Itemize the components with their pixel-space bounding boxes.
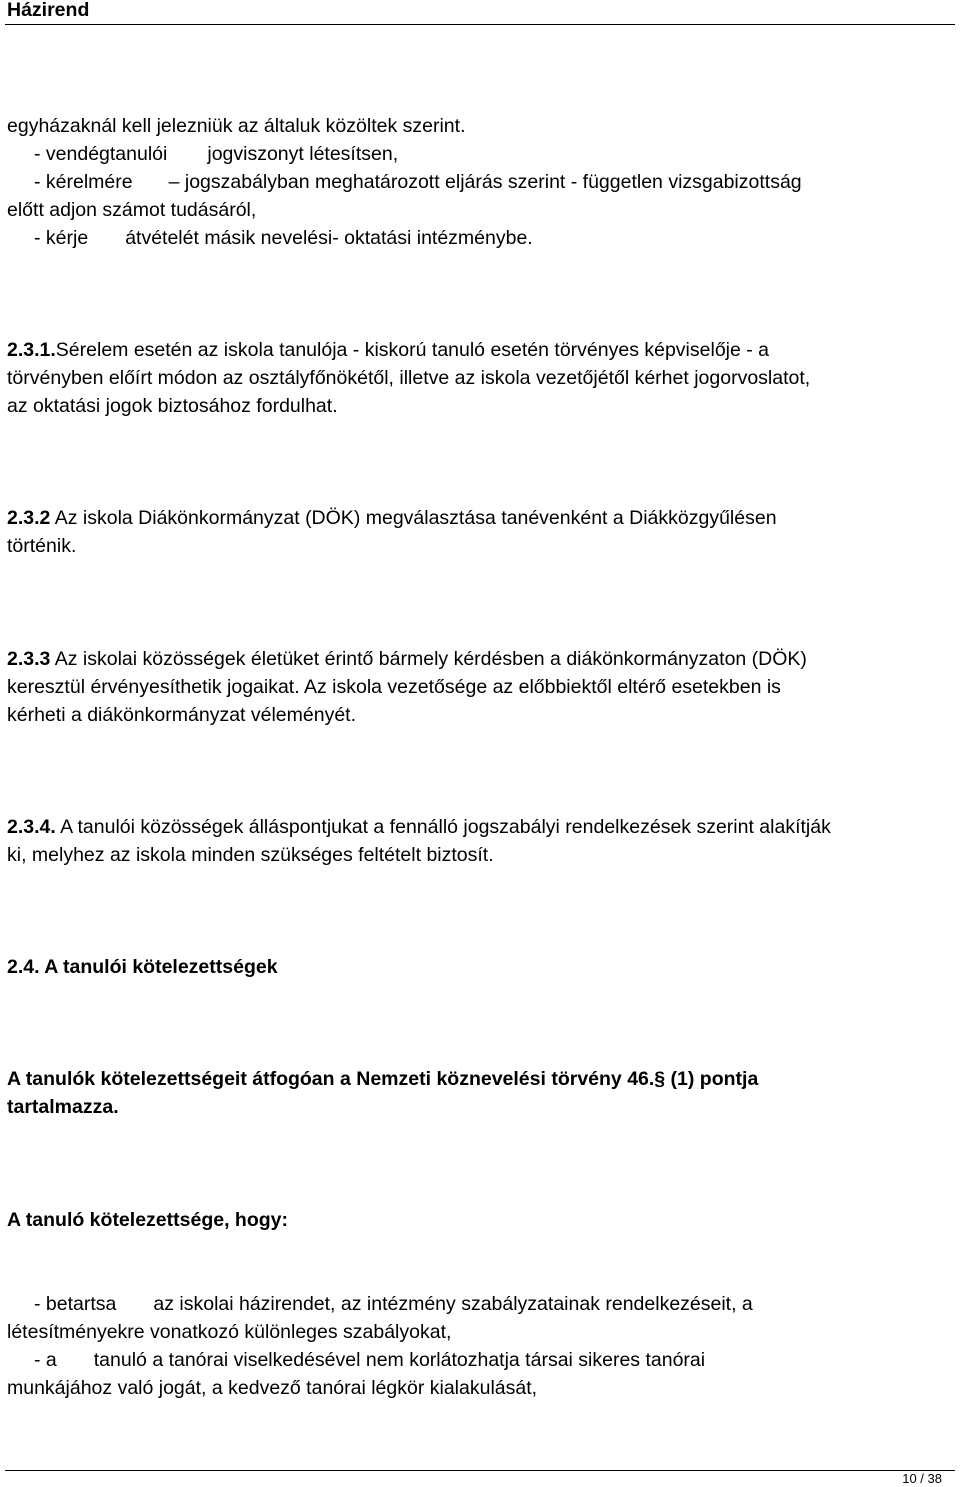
intro-text: A tanulók kötelezettségeit átfogóan a Nemzeti köznevelési törvény 46.§ (1) pontja (7, 1068, 759, 1090)
section-2-3-2 (7, 504, 952, 560)
section-heading-2-4: 2.4. A tanulói kötelezettségek (7, 956, 278, 978)
section-text: törvényben előírt módon az osztályfőnökétől, illetve az iskola vezetőjétől kérhet jogorvoslatot, (7, 367, 811, 389)
section-text: kérheti a diákönkormányzat véleményét. (7, 704, 357, 726)
section-text: történik. (7, 535, 77, 557)
duties-heading: A tanuló kötelezettsége, hogy: (7, 1209, 288, 1231)
list-item-lead: - vendégtanulói (34, 143, 168, 165)
section-text: Az iskola Diákönkormányzat (DÖK) megválasztása tanévenként a Diákközgyűlésen (50, 507, 777, 529)
section-number: 2.3.1. (7, 339, 56, 361)
list-item-text: jogviszonyt létesítsen, (207, 143, 399, 165)
list-item-text: átvételét másik nevelési- oktatási intézménybe. (125, 227, 533, 249)
list-item-house-rules (7, 1290, 952, 1318)
section-number: 2.3.3 (7, 648, 51, 670)
list-item-classroom-behaviour (7, 1346, 952, 1374)
section-text: ki, melyhez az iskola minden szükséges feltételt biztosít. (7, 844, 494, 866)
list-item-text: az iskolai házirendet, az intézmény szabályzatainak rendelkezéseit, a (153, 1293, 753, 1315)
footer-divider (5, 1470, 955, 1471)
section-text: Az iskolai közösségek életüket érintő bármely kérdésben a diákönkormányzaton (DÖK) (50, 648, 807, 670)
section-text: keresztül érvényesíthetik jogaikat. Az iskola vezetősége az előbbiektől eltérő esetekben is (7, 676, 781, 698)
list-item-request (7, 168, 952, 196)
section-2-3-4 (7, 813, 952, 869)
text-line: előtt adjon számot tudásáról, (7, 199, 257, 221)
intro-text: tartalmazza. (7, 1096, 119, 1118)
list-item-text: – jogszabályban meghatározott eljárás szerint - független vizsgabizottság (168, 171, 802, 193)
list-item-transfer (7, 224, 952, 252)
duties-list (7, 1290, 952, 1402)
section-text: A tanulói közösségek álláspontjukat a fennálló jogszabályi rendelkezések szerint alakítják (55, 816, 831, 838)
obligations-intro (7, 1065, 952, 1121)
list-item-lead: - betartsa (34, 1293, 117, 1315)
section-number: 2.3.4. (7, 816, 56, 838)
section-2-3-3 (7, 645, 952, 729)
section-number: 2.3.2 (7, 507, 51, 529)
list-item-lead: - kérelmére (34, 171, 133, 193)
list-item-lead: - a (34, 1349, 57, 1371)
list-item-guest-student (7, 140, 952, 168)
text-line: egyházaknál kell jelezniük az általuk közöltek szerint. (7, 115, 466, 137)
page-number: 10 / 38 (902, 1471, 942, 1486)
section-2-3-1 (7, 336, 952, 420)
section-text: Sérelem esetén az iskola tanulója - kiskorú tanuló esetén törvényes képviselője - a (55, 339, 770, 361)
section-text: az oktatási jogok biztosához fordulhat. (7, 395, 338, 417)
list-item-text: tanuló a tanórai viselkedésével nem korlátozhatja társai sikeres tanórai (93, 1349, 706, 1371)
text-line: munkájához való jogát, a kedvező tanórai légkör kialakulását, (7, 1377, 538, 1399)
paragraph-rights-list (7, 112, 952, 252)
text-line: létesítményekre vonatkozó különleges szabályokat, (7, 1321, 452, 1343)
list-item-lead: - kérje (34, 227, 89, 249)
document-header-title: Házirend (7, 0, 90, 21)
header-divider (5, 24, 955, 25)
